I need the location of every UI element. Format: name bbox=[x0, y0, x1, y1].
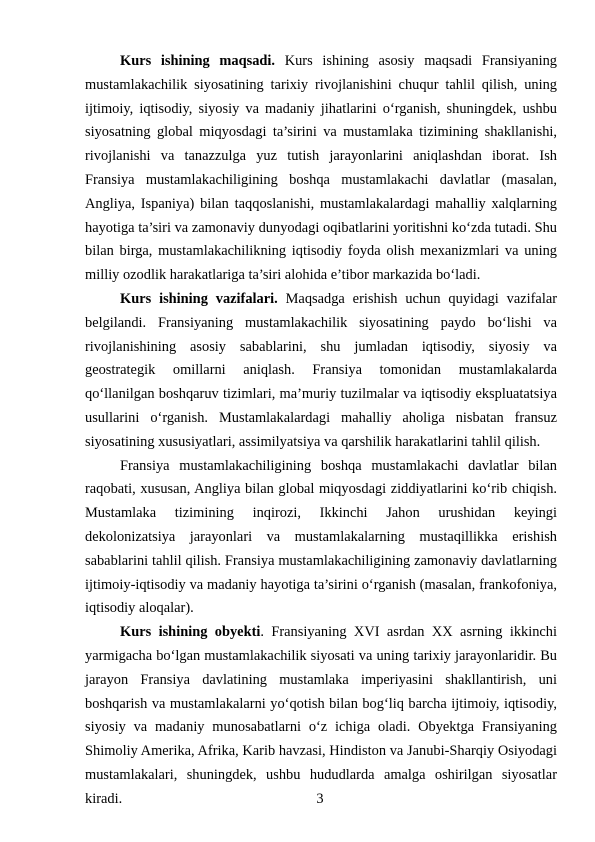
paragraph-heading-object: Kurs ishining obyekti bbox=[120, 624, 261, 641]
paragraph-object bbox=[85, 621, 557, 811]
paragraph-rivalry bbox=[85, 455, 557, 622]
paragraph-heading-goal: Kurs ishining maqsadi. bbox=[120, 53, 275, 69]
paragraph-text-rivalry: Fransiya mustamlakachiligining boshqa mustamlakachi davlatlar bilan raqobati, xususan, Angliya bilan global miqyosdagi ziddiyatlarini ko‘rib chiqish. Mustamlaka tizimining inqirozi, Ikkinchi Jahon urushidan keyingi dekolonizatsiya jarayonlari va mustamlakalarning mustaqillikka erishish sabablarini tahlil qilish. Fransiya mustamlakachiligining zamonaviy davlatlarning ijtimoiy-iqtisodiy va madaniy hayotiga ta’sirini o‘rganish (masalan, frankofoniya, iqtisodiy aloqalar). bbox=[85, 457, 557, 617]
paragraph-tasks bbox=[85, 288, 557, 455]
paragraph-text-goal: Kurs ishining asosiy maqsadi Fransiyaning mustamlakachilik siyosatining tarixiy rivojlanishini chuqur tahlil qilish, uning ijtimoiy, iqtisodiy, siyosiy va madaniy jihatlarini o‘rganish, shuningdek, ushbu siyosatning global miqyosdagi ta’sirini va mustamlaka tizimining shakllanishi, rivojlanishi va tanazzulga yuz tutish jarayonlarini aniqlashdan iborat. Ish Fransiya mustamlakachiligining boshqa mustamlakachi davlatlar (masalan, Angliya, Ispaniya) bilan taqqoslanishi, mustamlakalardagi mahalliy xalqlarning hayotiga ta’siri va zamonaviy dunyodagi oqibatlarini yoritishni ko‘zda tutadi. Shu bilan birga, mustamlakachilikning iqtisodiy foyda olish mexanizmlari va uning milliy ozodlik harakatlariga ta’siri alohida e’tibor markazida bo‘ladi. bbox=[85, 53, 558, 284]
paragraph-goal bbox=[85, 50, 557, 288]
page-number: 3 bbox=[316, 791, 324, 807]
paragraph-text-object: . Fransiyaning XVI asrdan XX asrning ikkinchi yarmigacha bo‘lgan mustamlakachilik siyosati va uning tarixiy jarayonlaridir. Bu jarayon Fransiya davlatining mustamlaka imperiyasini shakllantirish, uni boshqarish va mustamlakalarni yo‘qotish bilan bog‘liq barcha ijtimoiy, iqtisodiy, siyosiy va madaniy munosabatlarni o‘z ichiga oladi. Obyektga Fransiyaning Shimoliy Amerika, Afrika, Karib havzasi, Hindiston va Janubi-Sharqiy Osiyodagi mustamlakalari, shuningdek, ushbu hududlarda amalga oshirilgan siyosatlar kiradi. bbox=[85, 624, 557, 807]
paragraph-heading-tasks: Kurs ishining vazifalari. bbox=[120, 290, 278, 307]
document-body bbox=[85, 50, 557, 812]
paragraph-text-tasks: Maqsadga erishish uchun quyidagi vazifalar belgilandi. Fransiyaning mustamlakachilik siyosatining paydo bo‘lishi va rivojlanishining asosiy sabablarini, shu jumladan iqtisodiy, siyosiy va geostrategik omillarni aniqlash. Fransiya tomonidan mustamlakalarda qo‘llanilgan boshqaruv tizimlari, ma’muriy tuzilmalar va iqtisodiy ekspluatatsiya usullarini o‘rganish. Mustamlakalardagi mahalliy aholiga nisbatan fransuz siyosatining xususiyatlari, assimilyatsiya va qarshilik harakatlarini tahlil qilish. bbox=[85, 290, 557, 450]
